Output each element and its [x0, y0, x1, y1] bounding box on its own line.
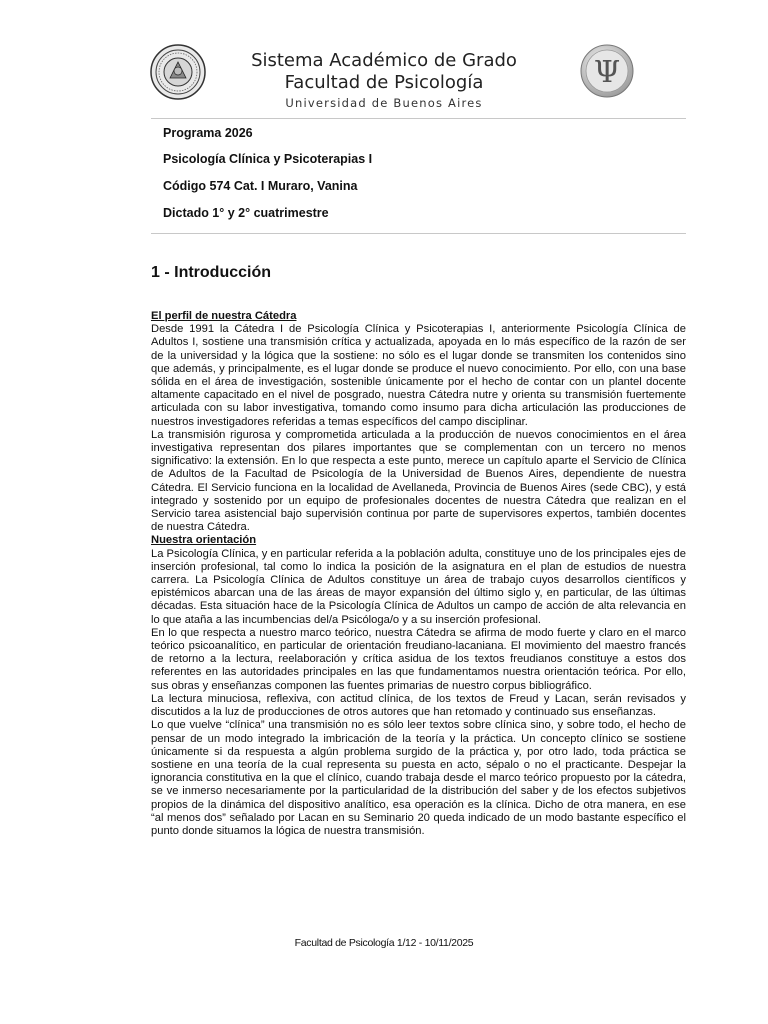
paragraph: La Psicología Clínica, y en particular referida a la población adulta, constituye uno de los principales ejes de inserción profesional, tal como lo indica la posición de la asignatura en el plan de estudios de nuestra carrera. La Psicología Clínica de Adultos constituye un área de trabajo cuyos desarrollos científicos y epistémicos abarcan una de las áreas de mayor expansión del último siglo y, en particular, de las últimas décadas. Esta situación hace de la Psicología Clínica de Adultos un campo de acción de alta relevancia en lo que ataña a las incumbencias del/a Psicóloga/o y a su inserción profesional.	[151, 547, 686, 626]
header-titles	[200, 50, 568, 111]
course-name: Psicología Clínica y Psicoterapias I	[163, 152, 373, 166]
paragraph: En lo que respecta a nuestro marco teórico, nuestra Cátedra se afirma de modo fuerte y claro en el marco teórico psicoanalítico, en particular de orientación freudiano-lacaniana. El movimiento del maestro francés de retorno a la lectura, reelaboración y crítica asidua de los textos freudianos constituye a estos dos referentes en las autoridades principales en las que fundamentamos nuestra orientación teórica. Por ello, sus obras y enseñanzas componen las fuentes primarias de nuestro corpus bibliográfico.	[151, 626, 686, 692]
page-header	[0, 0, 768, 118]
paragraph: La lectura minuciosa, reflexiva, con actitud clínica, de los textos de Freud y Lacan, serán revisados y discutidos a la luz de producciones de otros autores que han retomado y continuado sus enseñanzas.	[151, 692, 686, 719]
paragraph: Lo que vuelve “clínica” una transmisión no es sólo leer textos sobre clínica sino, y sobre todo, el hecho de pensar de un modo integrado la imbricación de la teoría y la práctica. Un concepto clínico se sostiene únicamente si da respuesta a algún problema surgido de la práctica y, por otro lado, toda práctica se sostiene en una teoría de la cual representa su puesta en acto, sépalo o no el practicante. Despejar la ignorancia constitutiva en la que el clínico, cuando trabaja desde el marco teórico propuesto por la cátedra, se ve inmerso necesariamente por la particularidad de la distribución del saber y de los efectos subjetivos propios de la dinámica del dispositivo analítico, esa operación es la clínica. Dicho de otra manera, en ese “al menos dos” señalado por Lacan en su Seminario 20 queda indicado de un modo bastante específico el punto donde situamos la lógica de nuestra transmisión.	[151, 719, 686, 837]
paragraph: Desde 1991 la Cátedra I de Psicología Clínica y Psicoterapias I, anteriormente Psicología Clínica de Adultos I, sostiene una transmisión crítica y actualizada, apoyada en lo más específico de la razón de ser de la universidad y la lógica que la sostiene: no sólo es el lugar donde se transmiten los contenidos sino que además, y principalmente, es el lugar donde se produce el nuevo conocimiento. Por ello, con una base sólida en el área de investigación, sostenible únicamente por el hecho de contar con un plantel docente altamente capacitado en el nivel de posgrado, nuestra Cátedra nutre y orienta su transmisión fuertemente articulada con su labor investigativa, tomando como insumo para dicha articulación las producciones de nuestros investigadores referidas a temas específicos del campo disciplinar.	[151, 323, 686, 428]
subheading-orientacion: Nuestra orientación	[151, 534, 257, 547]
university-seal-icon	[150, 44, 206, 100]
header-subtitle: Universidad de Buenos Aires	[285, 96, 483, 110]
psi-logo-icon	[580, 44, 634, 98]
course-schedule: Dictado 1° y 2° cuatrimestre	[163, 206, 329, 220]
section-title: 1 - Introducción	[151, 264, 271, 281]
program-info	[151, 118, 686, 234]
psi-symbol: Ψ	[593, 55, 621, 90]
paragraph: La transmisión rigurosa y comprometida articulada a la producción de nuevos conocimientos en el área investigativa representan dos pilares importantes que se complementan con un tercero no menos significativo: la extensión. En lo que respecta a este punto, merece un capítulo aparte el Servicio de Clínica de Adultos de la Facultad de Psicología de la Universidad de Buenos Aires, dependiente de nuestra Cátedra. El Servicio funciona en la localidad de Avellaneda, Provincia de Buenos Aires (sede CBC), y está integrado y sostenido por un equipo de profesionales docentes de nuestra Cátedra que realizan en el Servicio tarea asistencial bajo supervisión continua por parte de supervisores expertos, también docentes de nuestra Cátedra.	[151, 428, 686, 534]
course-code: Código 574 Cat. I Muraro, Vanina	[163, 179, 358, 193]
subheading-perfil: El perfil de nuestra Cátedra	[151, 310, 297, 322]
document-body	[151, 310, 686, 838]
header-title-line2: Facultad de Psicología	[284, 72, 484, 93]
program-year: Programa 2026	[163, 126, 253, 140]
header-title-line1: Sistema Académico de Grado	[251, 50, 517, 71]
page-footer: Facultad de Psicología 1/12 - 10/11/2025	[294, 937, 474, 949]
